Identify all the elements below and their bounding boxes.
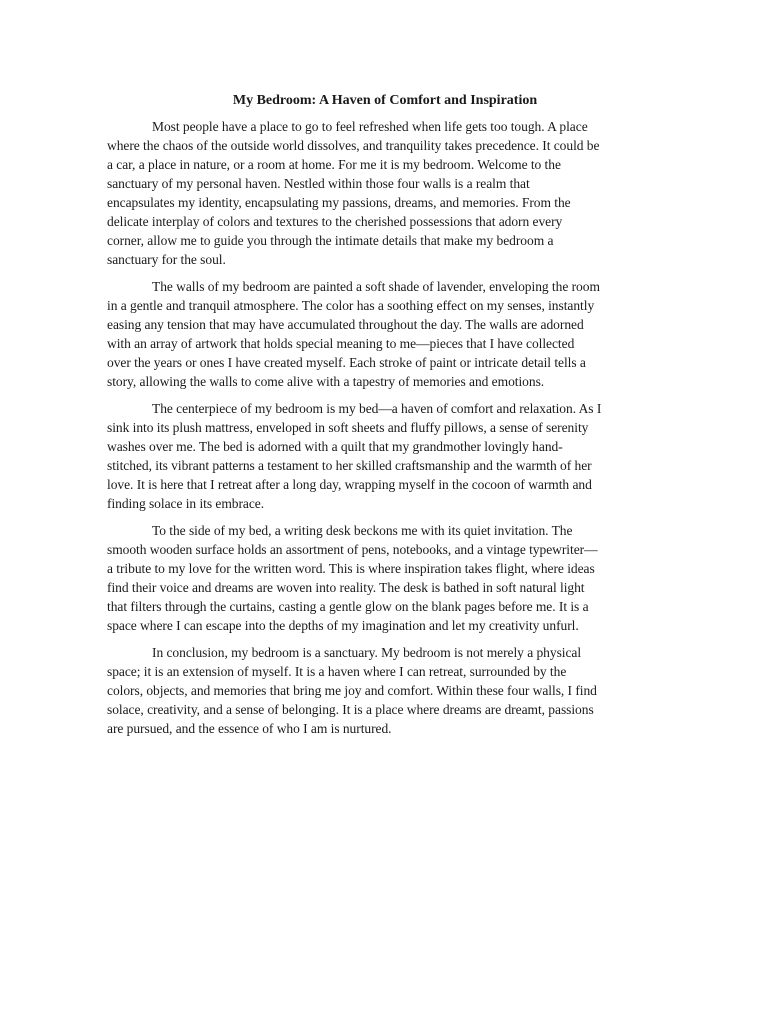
paragraph [107,521,663,635]
paragraph-line: easing any tension that may have accumulated throughout the day. The walls are adorned [107,317,584,332]
paragraph-line: space; it is an extension of myself. It is a haven where I can retreat, surrounded by the [107,664,567,679]
paragraph-line: To the side of my bed, a writing desk beckons me with its quiet invitation. The [152,523,573,538]
paragraph-line: where the chaos of the outside world dissolves, and tranquility takes precedence. It could be [107,138,600,153]
paragraph-line: In conclusion, my bedroom is a sanctuary. My bedroom is not merely a physical [152,645,582,660]
paragraph-line: sanctuary for the soul. [107,252,226,267]
paragraph-list [107,117,663,738]
paragraph-line: washes over me. The bed is adorned with a quilt that my grandmother lovingly hand- [107,439,563,454]
document-body [107,91,663,746]
paragraph-line: stitched, its vibrant patterns a testament to her skilled craftsmanship and the warmth of her [107,458,592,473]
paragraph-line: are pursued, and the essence of who I am is nurtured. [107,721,392,736]
paragraph-line: Most people have a place to go to feel refreshed when life gets too tough. A place [152,119,588,134]
paragraph [107,277,663,391]
paragraph-line: solace, creativity, and a sense of belonging. It is a place where dreams are dreamt, passions [107,702,594,717]
paragraph-line: corner, allow me to guide you through the intimate details that make my bedroom a [107,233,554,248]
document-title: My Bedroom: A Haven of Comfort and Inspiration [232,93,538,108]
paragraph-line: sink into its plush mattress, enveloped in soft sheets and fluffy pillows, a sense of serenity [107,420,589,435]
paragraph-line: delicate interplay of colors and textures to the cherished possessions that adorn every [107,214,563,229]
paragraph-line: The centerpiece of my bedroom is my bed—a haven of comfort and relaxation. As I [152,401,602,416]
paragraph-line: space where I can escape into the depths of my imagination and let my creativity unfurl. [107,618,579,633]
paragraph-line: a tribute to my love for the written word. This is where inspiration takes flight, where ideas [107,561,595,576]
paragraph-line: with an array of artwork that holds special meaning to me—pieces that I have collected [107,336,575,351]
paragraph [107,399,663,513]
paragraph-line: find their voice and dreams are woven into reality. The desk is bathed in soft natural light [107,580,585,595]
paragraph-line: over the years or ones I have created myself. Each stroke of paint or intricate detail tells a [107,355,586,370]
paragraph-line: smooth wooden surface holds an assortment of pens, notebooks, and a vintage typewriter— [107,542,598,557]
paragraph-line: love. It is here that I retreat after a long day, wrapping myself in the cocoon of warmth and [107,477,592,492]
paragraph-line: colors, objects, and memories that bring me joy and comfort. Within these four walls, I find [107,683,597,698]
paragraph-line: story, allowing the walls to come alive with a tapestry of memories and emotions. [107,374,545,389]
paragraph-line: encapsulates my identity, encapsulating my passions, dreams, and memories. From the [107,195,571,210]
paragraph-line: finding solace in its embrace. [107,496,265,511]
paragraph-line: that filters through the curtains, casting a gentle glow on the blank pages before me. It is a [107,599,589,614]
paragraph [107,117,663,269]
paragraph-line: sanctuary of my personal haven. Nestled within those four walls is a realm that [107,176,530,191]
paragraph-line: The walls of my bedroom are painted a soft shade of lavender, enveloping the room [152,279,600,294]
paragraph-line: in a gentle and tranquil atmosphere. The color has a soothing effect on my senses, instantly [107,298,595,313]
paragraph [107,643,663,738]
paragraph-line: a car, a place in nature, or a room at home. For me it is my bedroom. Welcome to the [107,157,561,172]
